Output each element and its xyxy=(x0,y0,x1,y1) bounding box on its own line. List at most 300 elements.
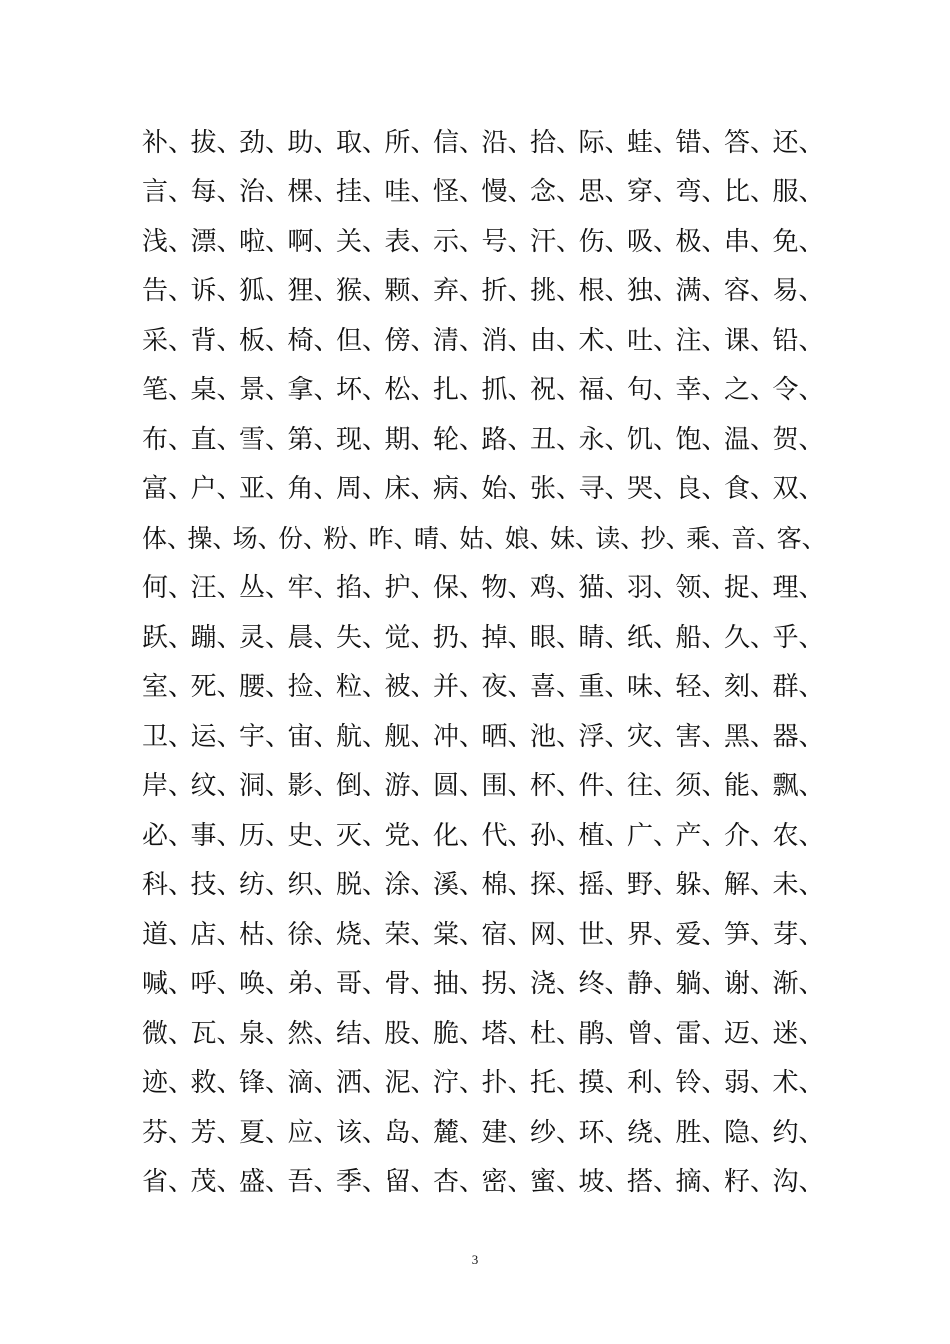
character-cell: 季、 xyxy=(336,1167,389,1198)
character-cell: 股、 xyxy=(384,1018,437,1049)
character-cell: 技、 xyxy=(190,870,243,901)
character-cell: 被、 xyxy=(384,672,437,703)
character-cell: 产、 xyxy=(675,820,728,851)
character-row xyxy=(142,564,825,614)
character-cell: 觉、 xyxy=(384,622,437,653)
character-cell: 托、 xyxy=(530,1068,583,1099)
character-cell: 丑、 xyxy=(530,424,583,455)
character-cell: 圆、 xyxy=(433,771,486,802)
character-cell: 羽、 xyxy=(627,573,680,604)
character-cell: 弟、 xyxy=(287,969,340,1000)
character-cell: 永、 xyxy=(578,424,631,455)
character-cell: 谢、 xyxy=(724,969,777,1000)
character-cell: 摸、 xyxy=(578,1068,631,1099)
character-cell: 助、 xyxy=(287,127,340,158)
page-number: 3 xyxy=(471,1252,479,1267)
character-cell: 拾、 xyxy=(530,127,583,158)
character-cell: 诉、 xyxy=(190,276,243,307)
character-cell: 弯、 xyxy=(675,177,728,208)
character-cell: 件、 xyxy=(578,771,631,802)
character-cell: 茂、 xyxy=(190,1167,243,1198)
character-cell: 扔、 xyxy=(433,622,486,653)
character-cell: 直、 xyxy=(190,424,243,455)
character-cell: 道、 xyxy=(142,919,195,950)
character-cell: 示、 xyxy=(433,226,486,257)
character-cell: 结、 xyxy=(336,1018,389,1049)
character-row xyxy=(142,118,825,168)
character-cell: 卫、 xyxy=(142,721,195,752)
character-cell: 福、 xyxy=(578,375,631,406)
character-cell: 喊、 xyxy=(142,969,195,1000)
character-cell: 唤、 xyxy=(239,969,292,1000)
character-cell: 丛、 xyxy=(239,573,292,604)
character-cell: 昨、 xyxy=(368,524,419,554)
character-cell: 浮、 xyxy=(578,721,631,752)
character-cell: 捡、 xyxy=(287,672,340,703)
character-cell: 躺、 xyxy=(675,969,728,1000)
character-cell: 消、 xyxy=(481,325,534,356)
character-cell: 航、 xyxy=(336,721,389,752)
character-cell: 物、 xyxy=(481,573,534,604)
character-cell: 盛、 xyxy=(239,1167,292,1198)
character-cell: 背、 xyxy=(190,325,243,356)
character-cell: 腰、 xyxy=(239,672,292,703)
character-cell: 夏、 xyxy=(239,1117,292,1148)
character-cell: 告、 xyxy=(142,276,195,307)
character-row xyxy=(142,168,825,218)
character-cell: 搭、 xyxy=(627,1167,680,1198)
character-cell: 浇、 xyxy=(530,969,583,1000)
character-cell: 历、 xyxy=(239,820,292,851)
character-cell: 刻、 xyxy=(724,672,777,703)
character-cell: 松、 xyxy=(384,375,437,406)
character-cell: 挂、 xyxy=(336,177,389,208)
character-cell: 始、 xyxy=(481,474,534,505)
character-cell: 狐、 xyxy=(239,276,292,307)
character-cell: 界、 xyxy=(627,919,680,950)
character-cell: 乘、 xyxy=(685,524,736,554)
character-cell: 骨、 xyxy=(384,969,437,1000)
character-cell: 围、 xyxy=(481,771,534,802)
character-cell: 劲、 xyxy=(239,127,292,158)
character-cell: 铃、 xyxy=(675,1068,728,1099)
character-cell: 双、 xyxy=(772,474,825,505)
character-cell: 伤、 xyxy=(578,226,631,257)
character-cell: 涂、 xyxy=(384,870,437,901)
character-cell: 往、 xyxy=(627,771,680,802)
character-cell: 密、 xyxy=(481,1167,534,1198)
character-cell: 洞、 xyxy=(239,771,292,802)
character-cell: 池、 xyxy=(530,721,583,752)
character-cell: 哭、 xyxy=(627,474,680,505)
character-cell: 岛、 xyxy=(384,1117,437,1148)
character-cell: 保、 xyxy=(433,573,486,604)
character-cell: 鹃、 xyxy=(578,1018,631,1049)
character-cell: 倒、 xyxy=(336,771,389,802)
character-cell: 答、 xyxy=(724,127,777,158)
character-cell: 所、 xyxy=(384,127,437,158)
character-cell: 汪、 xyxy=(190,573,243,604)
character-cell: 纹、 xyxy=(190,771,243,802)
character-cell: 室、 xyxy=(142,672,195,703)
character-cell: 脆、 xyxy=(433,1018,486,1049)
character-cell: 漂、 xyxy=(190,226,243,257)
character-cell: 穿、 xyxy=(627,177,680,208)
character-cell: 未、 xyxy=(772,870,825,901)
character-cell: 吸、 xyxy=(627,226,680,257)
character-cell: 网、 xyxy=(530,919,583,950)
character-cell: 探、 xyxy=(530,870,583,901)
character-cell: 泞、 xyxy=(433,1068,486,1099)
character-cell: 布、 xyxy=(142,424,195,455)
character-row xyxy=(142,1009,825,1059)
character-cell: 塔、 xyxy=(481,1018,534,1049)
character-cell: 轻、 xyxy=(675,672,728,703)
character-cell: 亚、 xyxy=(239,474,292,505)
character-cell: 党、 xyxy=(384,820,437,851)
character-cell: 富、 xyxy=(142,474,195,505)
character-cell: 寻、 xyxy=(578,474,631,505)
character-cell: 比、 xyxy=(724,177,777,208)
character-cell: 娘、 xyxy=(504,524,555,554)
character-cell: 利、 xyxy=(627,1068,680,1099)
character-cell: 纸、 xyxy=(627,622,680,653)
character-cell: 沟、 xyxy=(772,1167,825,1198)
character-cell: 吾、 xyxy=(287,1167,340,1198)
character-cell: 蹦、 xyxy=(190,622,243,653)
character-cell: 掐、 xyxy=(336,573,389,604)
character-cell: 能、 xyxy=(724,771,777,802)
character-cell: 杏、 xyxy=(433,1167,486,1198)
character-cell: 杯、 xyxy=(530,771,583,802)
character-cell: 句、 xyxy=(627,375,680,406)
character-cell: 食、 xyxy=(724,474,777,505)
character-cell: 泉、 xyxy=(239,1018,292,1049)
character-cell: 该、 xyxy=(336,1117,389,1148)
character-cell: 摇、 xyxy=(578,870,631,901)
character-cell: 游、 xyxy=(384,771,437,802)
character-cell: 服、 xyxy=(772,177,825,208)
character-cell: 纺、 xyxy=(239,870,292,901)
character-cell: 补、 xyxy=(142,127,195,158)
character-cell: 关、 xyxy=(336,226,389,257)
character-cell: 蛙、 xyxy=(627,127,680,158)
character-cell: 害、 xyxy=(675,721,728,752)
character-row xyxy=(142,415,825,465)
character-grid xyxy=(142,118,827,1207)
character-cell: 然、 xyxy=(287,1018,340,1049)
character-cell: 独、 xyxy=(627,276,680,307)
character-cell: 环、 xyxy=(578,1117,631,1148)
character-cell: 周、 xyxy=(336,474,389,505)
character-cell: 笋、 xyxy=(724,919,777,950)
character-cell: 术、 xyxy=(578,325,631,356)
character-cell: 棵、 xyxy=(287,177,340,208)
character-row xyxy=(142,960,825,1010)
character-cell: 弱、 xyxy=(724,1068,777,1099)
character-cell: 汗、 xyxy=(530,226,583,257)
character-cell: 由、 xyxy=(530,325,583,356)
character-cell: 爱、 xyxy=(675,919,728,950)
character-cell: 满、 xyxy=(675,276,728,307)
character-row xyxy=(142,663,825,713)
character-row xyxy=(142,316,825,366)
character-cell: 枯、 xyxy=(239,919,292,950)
character-cell: 野、 xyxy=(627,870,680,901)
character-cell: 怪、 xyxy=(433,177,486,208)
character-cell: 孙、 xyxy=(530,820,583,851)
character-cell: 籽、 xyxy=(724,1167,777,1198)
character-cell: 必、 xyxy=(142,820,195,851)
character-cell: 灵、 xyxy=(239,622,292,653)
character-cell: 读、 xyxy=(595,524,646,554)
character-cell: 椅、 xyxy=(287,325,340,356)
character-cell: 约、 xyxy=(772,1117,825,1148)
character-cell: 还、 xyxy=(772,127,825,158)
character-cell: 病、 xyxy=(433,474,486,505)
character-cell: 宿、 xyxy=(481,919,534,950)
character-cell: 芬、 xyxy=(142,1117,195,1148)
character-cell: 容、 xyxy=(724,276,777,307)
character-cell: 胜、 xyxy=(675,1117,728,1148)
character-cell: 喜、 xyxy=(530,672,583,703)
character-cell: 啊、 xyxy=(287,226,340,257)
character-cell: 夜、 xyxy=(481,672,534,703)
character-cell: 笔、 xyxy=(142,375,195,406)
character-cell: 轮、 xyxy=(433,424,486,455)
character-cell: 世、 xyxy=(578,919,631,950)
character-cell: 纱、 xyxy=(530,1117,583,1148)
character-cell: 科、 xyxy=(142,870,195,901)
character-cell: 影、 xyxy=(287,771,340,802)
character-cell: 慢、 xyxy=(481,177,534,208)
character-cell: 信、 xyxy=(433,127,486,158)
character-cell: 饥、 xyxy=(627,424,680,455)
character-cell: 广、 xyxy=(627,820,680,851)
character-cell: 棉、 xyxy=(481,870,534,901)
character-cell: 折、 xyxy=(481,276,534,307)
character-cell: 张、 xyxy=(530,474,583,505)
character-cell: 久、 xyxy=(724,622,777,653)
character-cell: 令、 xyxy=(772,375,825,406)
character-cell: 芳、 xyxy=(190,1117,243,1148)
character-cell: 代、 xyxy=(481,820,534,851)
character-cell: 史、 xyxy=(287,820,340,851)
character-cell: 织、 xyxy=(287,870,340,901)
character-cell: 介、 xyxy=(724,820,777,851)
character-cell: 抽、 xyxy=(433,969,486,1000)
character-cell: 弃、 xyxy=(433,276,486,307)
character-cell: 烧、 xyxy=(336,919,389,950)
character-cell: 吐、 xyxy=(627,325,680,356)
character-cell: 眼、 xyxy=(530,622,583,653)
character-cell: 船、 xyxy=(675,622,728,653)
character-cell: 岸、 xyxy=(142,771,195,802)
character-cell: 飘、 xyxy=(772,771,825,802)
character-cell: 妹、 xyxy=(549,524,600,554)
character-cell: 温、 xyxy=(724,424,777,455)
character-row xyxy=(142,712,825,762)
character-cell: 乎、 xyxy=(772,622,825,653)
character-cell: 取、 xyxy=(336,127,389,158)
character-cell: 际、 xyxy=(578,127,631,158)
character-cell: 芽、 xyxy=(772,919,825,950)
character-cell: 拐、 xyxy=(481,969,534,1000)
character-cell: 易、 xyxy=(772,276,825,307)
character-cell: 客、 xyxy=(776,524,827,554)
character-cell: 挑、 xyxy=(530,276,583,307)
character-cell: 户、 xyxy=(190,474,243,505)
character-row xyxy=(142,1108,825,1158)
character-cell: 棠、 xyxy=(433,919,486,950)
character-cell: 须、 xyxy=(675,771,728,802)
character-cell: 根、 xyxy=(578,276,631,307)
character-cell: 渐、 xyxy=(772,969,825,1000)
character-cell: 操、 xyxy=(187,524,238,554)
character-cell: 微、 xyxy=(142,1018,195,1049)
character-cell: 锋、 xyxy=(239,1068,292,1099)
character-cell: 景、 xyxy=(239,375,292,406)
character-cell: 晨、 xyxy=(287,622,340,653)
character-row xyxy=(142,861,825,911)
character-cell: 徐、 xyxy=(287,919,340,950)
character-cell: 粒、 xyxy=(336,672,389,703)
character-cell: 抄、 xyxy=(640,524,691,554)
character-cell: 份、 xyxy=(277,524,328,554)
character-cell: 脱、 xyxy=(336,870,389,901)
character-cell: 雷、 xyxy=(675,1018,728,1049)
character-cell: 灭、 xyxy=(336,820,389,851)
character-cell: 迷、 xyxy=(772,1018,825,1049)
character-cell: 重、 xyxy=(578,672,631,703)
character-cell: 静、 xyxy=(627,969,680,1000)
character-cell: 表、 xyxy=(384,226,437,257)
character-cell: 事、 xyxy=(190,820,243,851)
character-cell: 救、 xyxy=(190,1068,243,1099)
character-cell: 宇、 xyxy=(239,721,292,752)
character-cell: 味、 xyxy=(627,672,680,703)
character-cell: 扎、 xyxy=(433,375,486,406)
character-cell: 冲、 xyxy=(433,721,486,752)
character-cell: 躲、 xyxy=(675,870,728,901)
character-row xyxy=(142,217,825,267)
character-cell: 粉、 xyxy=(323,524,374,554)
character-cell: 店、 xyxy=(190,919,243,950)
character-cell: 杜、 xyxy=(530,1018,583,1049)
character-cell: 植、 xyxy=(578,820,631,851)
character-cell: 浅、 xyxy=(142,226,195,257)
character-cell: 祝、 xyxy=(530,375,583,406)
character-cell: 坏、 xyxy=(336,375,389,406)
character-cell: 猫、 xyxy=(578,573,631,604)
character-cell: 摘、 xyxy=(675,1167,728,1198)
character-cell: 啦、 xyxy=(239,226,292,257)
character-cell: 睛、 xyxy=(578,622,631,653)
character-cell: 沿、 xyxy=(481,127,534,158)
character-cell: 桌、 xyxy=(190,375,243,406)
character-cell: 姑、 xyxy=(459,524,510,554)
character-cell: 灾、 xyxy=(627,721,680,752)
character-cell: 课、 xyxy=(724,325,777,356)
character-row xyxy=(142,613,825,663)
character-cell: 建、 xyxy=(481,1117,534,1148)
character-cell: 幸、 xyxy=(675,375,728,406)
character-cell: 良、 xyxy=(675,474,728,505)
character-cell: 捉、 xyxy=(724,573,777,604)
character-cell: 念、 xyxy=(530,177,583,208)
character-cell: 迈、 xyxy=(724,1018,777,1049)
character-cell: 现、 xyxy=(336,424,389,455)
character-cell: 傍、 xyxy=(384,325,437,356)
character-cell: 床、 xyxy=(384,474,437,505)
character-cell: 号、 xyxy=(481,226,534,257)
character-cell: 颗、 xyxy=(384,276,437,307)
character-row xyxy=(142,811,825,861)
character-row xyxy=(142,465,825,515)
character-cell: 晴、 xyxy=(413,524,464,554)
character-row xyxy=(142,1158,825,1208)
character-cell: 解、 xyxy=(724,870,777,901)
character-cell: 滴、 xyxy=(287,1068,340,1099)
character-cell: 泥、 xyxy=(384,1068,437,1099)
character-cell: 死、 xyxy=(190,672,243,703)
character-cell: 路、 xyxy=(481,424,534,455)
character-cell: 贺、 xyxy=(772,424,825,455)
character-cell: 场、 xyxy=(232,524,283,554)
character-cell: 哇、 xyxy=(384,177,437,208)
character-cell: 雪、 xyxy=(239,424,292,455)
character-cell: 思、 xyxy=(578,177,631,208)
character-cell: 麓、 xyxy=(433,1117,486,1148)
character-cell: 牢、 xyxy=(287,573,340,604)
character-cell: 板、 xyxy=(239,325,292,356)
character-row xyxy=(142,366,825,416)
character-cell: 运、 xyxy=(190,721,243,752)
character-cell: 采、 xyxy=(142,325,195,356)
character-cell: 洒、 xyxy=(336,1068,389,1099)
character-cell: 但、 xyxy=(336,325,389,356)
character-cell: 注、 xyxy=(675,325,728,356)
character-cell: 掉、 xyxy=(481,622,534,653)
character-cell: 音、 xyxy=(731,524,782,554)
character-cell: 清、 xyxy=(433,325,486,356)
character-cell: 术、 xyxy=(772,1068,825,1099)
character-cell: 猴、 xyxy=(336,276,389,307)
character-cell: 并、 xyxy=(433,672,486,703)
character-cell: 迹、 xyxy=(142,1068,195,1099)
character-cell: 跃、 xyxy=(142,622,195,653)
character-cell: 治、 xyxy=(239,177,292,208)
character-cell: 瓦、 xyxy=(190,1018,243,1049)
character-cell: 拔、 xyxy=(190,127,243,158)
character-cell: 晒、 xyxy=(481,721,534,752)
character-cell: 每、 xyxy=(190,177,243,208)
character-cell: 绕、 xyxy=(627,1117,680,1148)
character-row xyxy=(142,514,827,564)
character-cell: 免、 xyxy=(772,226,825,257)
character-cell: 角、 xyxy=(287,474,340,505)
character-cell: 呼、 xyxy=(190,969,243,1000)
character-cell: 铅、 xyxy=(772,325,825,356)
character-cell: 群、 xyxy=(772,672,825,703)
character-cell: 器、 xyxy=(772,721,825,752)
character-row xyxy=(142,762,825,812)
character-cell: 饱、 xyxy=(675,424,728,455)
character-cell: 体、 xyxy=(142,524,193,554)
character-cell: 荣、 xyxy=(384,919,437,950)
character-cell: 黑、 xyxy=(724,721,777,752)
character-cell: 错、 xyxy=(675,127,728,158)
